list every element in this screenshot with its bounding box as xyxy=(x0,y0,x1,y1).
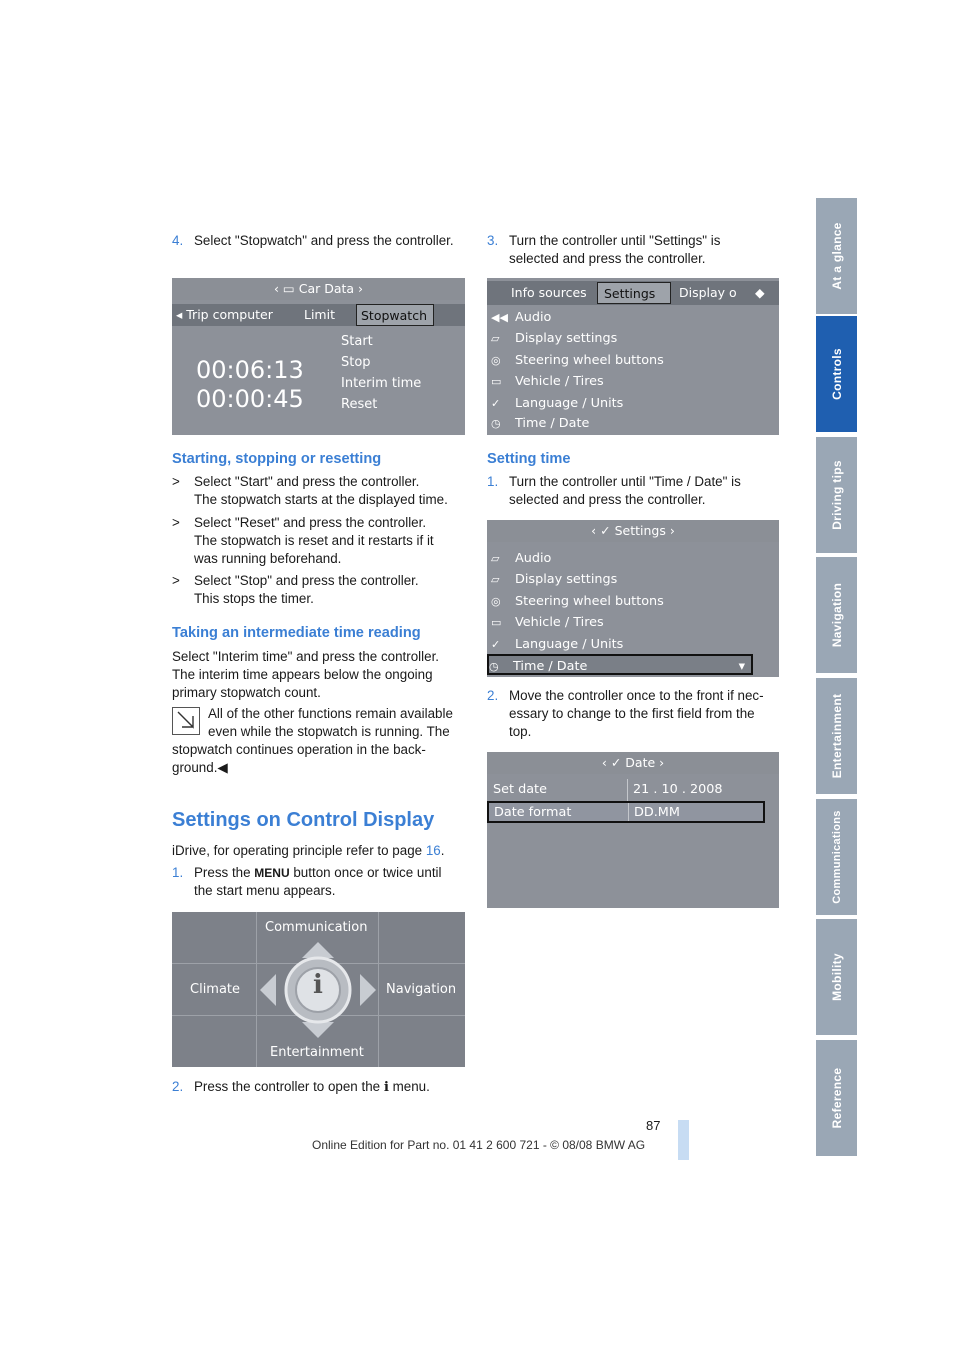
page-marker xyxy=(678,1120,689,1160)
chevron-left-icon: ‹ xyxy=(273,281,283,296)
tab-stopwatch[interactable]: Stopwatch xyxy=(356,304,434,326)
display-icon: ▱ xyxy=(491,573,500,586)
chevron-right-icon: › xyxy=(354,281,364,296)
side-tab-reference[interactable]: Reference xyxy=(816,1040,857,1158)
screen-header xyxy=(172,278,465,300)
chevron-left-icon: ‹ xyxy=(601,755,611,770)
list-item-selected[interactable]: ◷ Time / Date ▾ xyxy=(487,654,753,675)
tab-limit[interactable]: Limit xyxy=(304,307,335,322)
option-stop[interactable]: Stop xyxy=(341,355,371,370)
screen-header xyxy=(487,520,779,542)
language-icon: ✓ xyxy=(491,397,501,410)
step-2-menu: 2. Press the controller to open the i menu. xyxy=(172,1079,430,1095)
bullet-start: > Select "Start" and press the controller. The stopwatch starts at the displayed time. xyxy=(172,474,448,507)
info-sources-screenshot xyxy=(487,278,779,435)
chevron-right-icon: › xyxy=(655,755,665,770)
info-icon: i xyxy=(383,1079,389,1095)
list-item[interactable]: ▱ Display settings xyxy=(491,328,617,349)
display-icon: ▱ xyxy=(491,332,500,345)
audio-icon: ◀◀ xyxy=(491,311,508,324)
screen-title: Date xyxy=(625,755,656,770)
vehicle-icon: ▭ xyxy=(491,375,502,388)
step-time-2: 2. Move the controller once to the front if nec- essary to change to the first field from the top. xyxy=(487,688,764,739)
stopwatch-time-2: 00:00:45 xyxy=(196,385,304,413)
side-tab-entertainment[interactable]: Entertainment xyxy=(816,678,857,796)
heading-setting-time: Setting time xyxy=(487,451,571,467)
list-item[interactable]: ◎ Steering wheel buttons xyxy=(491,350,664,371)
step-4 xyxy=(172,232,467,272)
chevron-left-icon: ‹ xyxy=(591,523,601,538)
step-1-menu: 1. Press the MENU button once or twice until the start menu appears. xyxy=(172,865,442,898)
list-item[interactable]: ▭ Vehicle / Tires xyxy=(491,371,604,392)
side-tab-navigation[interactable]: Navigation xyxy=(816,557,857,675)
settings-icon: ✓ xyxy=(610,755,626,770)
page-number: 87 xyxy=(646,1118,661,1133)
screen-tabs xyxy=(487,281,779,305)
menu-navigation[interactable]: Navigation xyxy=(386,982,457,997)
list-item[interactable]: ◷ Time / Date xyxy=(491,413,589,434)
side-tab-communications[interactable]: Communications xyxy=(816,799,857,917)
side-tab-mobility[interactable]: Mobility xyxy=(816,919,857,1037)
steering-wheel-icon: ◎ xyxy=(491,595,501,608)
menu-communication[interactable]: Communication xyxy=(265,920,368,935)
list-item[interactable]: ▱ Audio xyxy=(491,548,551,569)
menu-entertainment[interactable]: Entertainment xyxy=(270,1045,364,1060)
option-start[interactable]: Start xyxy=(341,334,373,349)
vehicle-icon: ▭ xyxy=(491,616,502,629)
list-item[interactable]: ▱ Display settings xyxy=(491,569,617,590)
clock-icon: ◷ xyxy=(489,660,499,673)
heading-interim: Taking an intermediate time reading xyxy=(172,625,421,641)
date-row-set-date[interactable]: Set date 21 . 10 . 2008 xyxy=(487,779,765,801)
chevron-down-icon: ▾ xyxy=(738,659,745,674)
list-item[interactable]: ✓ Language / Units xyxy=(491,393,623,414)
screen-title: Car Data xyxy=(298,281,355,296)
option-interim-time[interactable]: Interim time xyxy=(341,376,422,391)
date-screenshot xyxy=(487,752,779,908)
heading-starting-stopping: Starting, stopping or resetting xyxy=(172,451,382,467)
screen-header xyxy=(487,752,779,774)
step-3: 3. Turn the controller until "Settings" is selected and press the controller. xyxy=(487,233,721,266)
list-item[interactable]: ✓ Language / Units xyxy=(491,634,623,655)
settings-icon: ✓ xyxy=(600,523,615,538)
step-text: Select "Stopwatch" and press the controller. xyxy=(194,233,454,248)
tab-info-sources[interactable]: Info sources xyxy=(511,285,587,300)
side-tab-driving-tips[interactable]: Driving tips xyxy=(816,437,857,555)
tab-settings[interactable]: Settings xyxy=(597,282,671,304)
heading-settings-control-display: Settings on Control Display xyxy=(172,809,435,831)
stopwatch-screenshot xyxy=(172,278,465,435)
page-link[interactable]: 16 xyxy=(425,843,441,858)
list-item[interactable]: ◀◀ Audio xyxy=(491,307,551,328)
date-row-format[interactable]: Date format DD.MM xyxy=(487,801,765,823)
side-tab-at-a-glance[interactable]: At a glance xyxy=(816,198,857,316)
interim-paragraph: Select "Interim time" and press the controller. The interim time appears below the ongoing primary stopwatch count. xyxy=(172,649,440,700)
tab-trip-computer[interactable]: ◂ Trip computer xyxy=(176,307,273,322)
tab-display-off[interactable]: Display o xyxy=(679,285,737,300)
side-tab-controls[interactable]: Controls xyxy=(816,316,857,434)
language-icon: ✓ xyxy=(491,638,501,651)
menu-climate[interactable]: Climate xyxy=(190,982,241,997)
note-paragraph: All of the other functions remain available even while the stopwatch is running. The stopwatch continues operation in the back- ground.◀ xyxy=(172,706,453,775)
steering-wheel-icon: ◎ xyxy=(491,354,501,367)
idrive-paragraph: iDrive, for operating principle refer to page 16. xyxy=(172,843,445,858)
list-item[interactable]: ▭ Vehicle / Tires xyxy=(491,612,604,633)
bullet-stop: > Select "Stop" and press the controller. This stops the timer. xyxy=(172,573,419,606)
stopwatch-time-1: 00:06:13 xyxy=(196,356,304,384)
option-reset[interactable]: Reset xyxy=(341,397,378,412)
start-menu-screenshot xyxy=(172,912,465,1067)
screen-title: Settings xyxy=(614,523,666,538)
screen-tabs xyxy=(172,304,465,326)
step-number: 4. xyxy=(172,233,184,248)
footer-text: Online Edition for Part no. 01 41 2 600 721 - © 08/08 BMW AG xyxy=(312,1138,646,1152)
info-icon[interactable]: i xyxy=(313,970,323,1000)
clock-icon: ◷ xyxy=(491,417,501,430)
settings-screenshot xyxy=(487,520,779,677)
menu-key-label: MENU xyxy=(254,866,290,880)
step-time-1: 1. Turn the controller until "Time / Date" is selected and press the controller. xyxy=(487,474,741,507)
chevron-right-icon: › xyxy=(665,523,675,538)
car-icon: ▭ xyxy=(282,281,299,296)
list-item[interactable]: ◎ Steering wheel buttons xyxy=(491,591,664,612)
controller-icon: ◆ xyxy=(755,285,765,300)
bullet-reset: > Select "Reset" and press the controller. The stopwatch is reset and it restarts if it was running beforehand. xyxy=(172,515,434,566)
audio-icon: ▱ xyxy=(491,552,500,565)
